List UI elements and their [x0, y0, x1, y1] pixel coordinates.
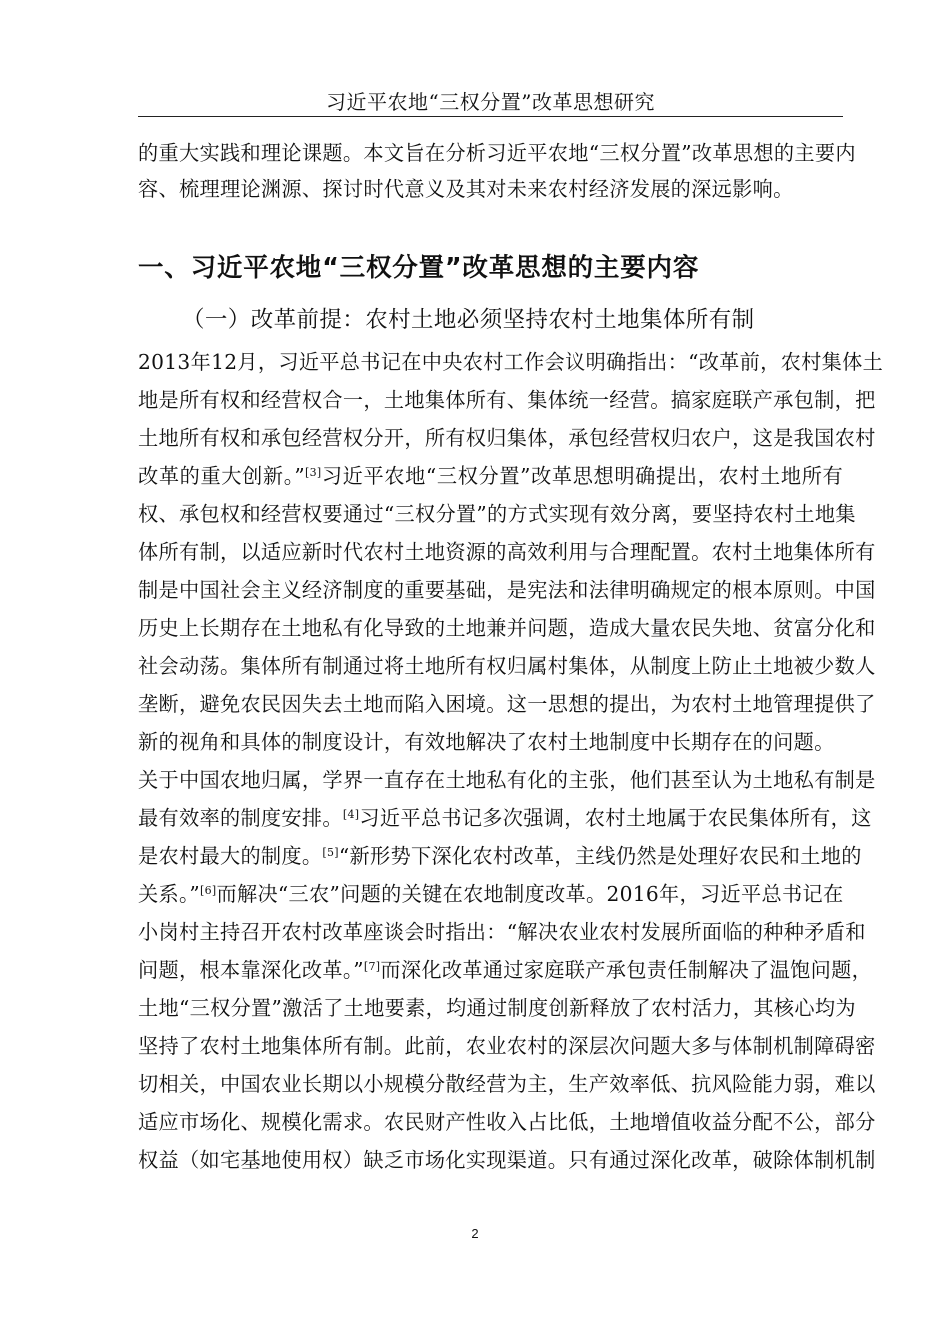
- body-text: 改革的重大创新。”: [138, 464, 306, 488]
- body-text: 习近平农地“三权分置”改革思想明确提出，农村土地所有: [321, 464, 843, 488]
- body-text: 而深化改革通过家庭联产承包责任制解决了温饱问题，: [380, 958, 873, 982]
- body-text: “新形势下深化农村改革，主线仍然是处理好农民和土地的: [338, 844, 862, 868]
- subsection-heading: （一）改革前提：农村土地必须坚持农村土地集体所有制: [182, 307, 755, 333]
- body-line: 容、梳理理论渊源、探讨时代意义及其对未来农村经济发展的深远影响。: [138, 177, 794, 201]
- header-rule: [138, 116, 843, 117]
- body-line: 的重大实践和理论课题。本文旨在分析习近平农地“三权分置”改革思想的主要内: [138, 141, 856, 165]
- body-line: 体所有制，以适应新时代农村土地资源的高效利用与合理配置。农村土地集体所有: [138, 540, 876, 564]
- body-line: 土地所有权和承包经营权分开，所有权归集体，承包经营权归农户，这是我国农村: [138, 426, 876, 450]
- body-line: 2013年12月，习近平总书记在中央农村工作会议明确指出：“改革前，农村集体土: [138, 350, 884, 374]
- body-line: [138, 877, 843, 911]
- body-line: 社会动荡。集体所有制通过将土地所有权归属村集体，从制度上防止土地被少数人: [138, 654, 876, 678]
- body-line: 小岗村主持召开农村改革座谈会时指出：“解决农业农村发展所面临的种种矛盾和: [138, 920, 866, 944]
- body-line: 关于中国农地归属，学界一直存在土地私有化的主张，他们甚至认为土地私有制是: [138, 768, 876, 792]
- body-line: [138, 801, 872, 835]
- body-line: [138, 953, 873, 987]
- body-line: 权益（如宅基地使用权）缺乏市场化实现渠道。只有通过深化改革，破除体制机制: [138, 1148, 876, 1172]
- body-line: 地是所有权和经营权合一，土地集体所有、集体统一经营。搞家庭联产承包制，把: [138, 388, 876, 412]
- body-text: 最有效率的制度安排。: [138, 806, 343, 830]
- citation-ref: [3]: [305, 466, 322, 479]
- running-header: 习近平农地“三权分置”改革思想研究: [326, 90, 655, 114]
- body-line: 切相关，中国农业长期以小规模分散经营为主，生产效率低、抗风险能力弱，难以: [138, 1072, 876, 1096]
- body-line: 土地“三权分置”激活了土地要素，均通过制度创新释放了农村活力，其核心均为: [138, 996, 856, 1020]
- body-line: 适应市场化、规模化需求。农民财产性收入占比低，土地增值收益分配不公，部分: [138, 1110, 876, 1134]
- body-line: 历史上长期存在土地私有化导致的土地兼并问题，造成大量农民失地、贫富分化和: [138, 616, 876, 640]
- body-line: [138, 459, 843, 493]
- section-heading: 一、习近平农地“三权分置”改革思想的主要内容: [138, 253, 700, 283]
- citation-ref: [7]: [363, 960, 381, 973]
- citation-ref: [4]: [342, 808, 360, 821]
- body-text: 习近平总书记多次强调，农村土地属于农民集体所有，这: [359, 806, 872, 830]
- citation-ref: [5]: [322, 846, 339, 859]
- body-line: 制是中国社会主义经济制度的重要基础，是宪法和法律明确规定的根本原则。中国: [138, 578, 876, 602]
- body-text: 而解决“三农”问题的关键在农地制度改革。2016年，习近平总书记在: [216, 882, 844, 906]
- body-text: 是农村最大的制度。: [138, 844, 323, 868]
- citation-ref: [6]: [199, 884, 217, 897]
- body-line: 新的视角和具体的制度设计，有效地解决了农村土地制度中长期存在的问题。: [138, 730, 835, 754]
- body-line: [138, 839, 862, 873]
- body-text: 问题，根本靠深化改革。”: [138, 958, 364, 982]
- page-number: 2: [471, 1226, 479, 1241]
- body-line: 垄断，避免农民因失去土地而陷入困境。这一思想的提出，为农村土地管理提供了: [138, 692, 876, 716]
- body-line: 坚持了农村土地集体所有制。此前，农业农村的深层次问题大多与体制机制障碍密: [138, 1034, 876, 1058]
- body-text: 关系。”: [138, 882, 200, 906]
- body-line: 权、承包权和经营权要通过“三权分置”的方式实现有效分离，要坚持农村土地集: [138, 502, 856, 526]
